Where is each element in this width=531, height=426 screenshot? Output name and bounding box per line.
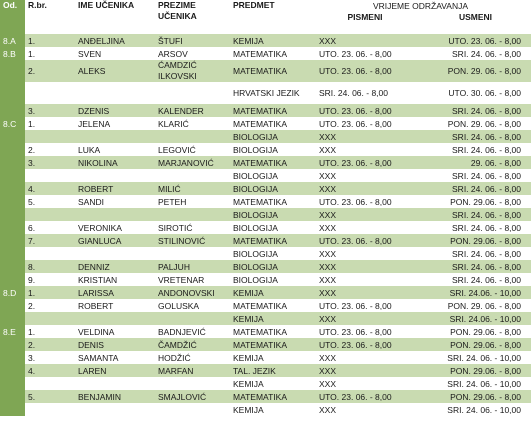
cell-usmeni: PON. 29.06. - 8,00 [420, 364, 531, 377]
cell-pismeni: XXX [310, 403, 420, 416]
cell-pismeni: UTO. 23. 06. - 8,00 [310, 195, 420, 208]
cell-pismeni: XXX [310, 182, 420, 195]
cell-od [0, 312, 25, 325]
header-od: Od. [0, 0, 25, 34]
table-row [0, 234, 531, 247]
cell-od [0, 403, 25, 416]
cell-rbr [25, 247, 65, 260]
cell-rbr: 2. [25, 338, 65, 351]
cell-pismeni: UTO. 23. 06. - 8,00 [310, 104, 420, 117]
table-row [0, 260, 531, 273]
cell-usmeni: PON. 29.06. - 8,00 [420, 390, 531, 403]
header-ime: IME UČENIKA [65, 0, 155, 34]
cell-od [0, 273, 25, 286]
cell-usmeni: SRI. 24.06. - 10,00 [420, 286, 531, 299]
cell-od [0, 60, 25, 82]
table-row [0, 143, 531, 156]
cell-predmet: MATEMATIKA [230, 156, 310, 169]
cell-od [0, 364, 25, 377]
table-row [0, 60, 531, 82]
table-row [0, 377, 531, 390]
cell-rbr: 3. [25, 351, 65, 364]
cell-od [0, 82, 25, 104]
table-row [0, 247, 531, 260]
cell-usmeni: SRI. 24. 06. - 10,00 [420, 377, 531, 390]
cell-usmeni: PON. 29. 06. - 8,00 [420, 117, 531, 130]
cell-od [0, 377, 25, 390]
cell-predmet: BIOLOGIJA [230, 143, 310, 156]
cell-pismeni: XXX [310, 377, 420, 390]
cell-ime: VELDINA [65, 325, 155, 338]
cell-od [0, 130, 25, 143]
cell-pismeni: XXX [310, 351, 420, 364]
cell-od [0, 247, 25, 260]
cell-rbr: 1. [25, 117, 65, 130]
cell-od: 8.D [0, 286, 25, 299]
cell-rbr: 3. [25, 104, 65, 117]
cell-usmeni: SRI. 24. 06. - 10,00 [420, 351, 531, 364]
cell-usmeni: PON. 29. 06. - 8,00 [420, 60, 531, 82]
cell-rbr: 9. [25, 273, 65, 286]
cell-ime: BENJAMIN [65, 390, 155, 403]
cell-rbr: 2. [25, 299, 65, 312]
cell-od [0, 299, 25, 312]
cell-predmet: MATEMATIKA [230, 299, 310, 312]
cell-prezime: STILINOVIĆ [155, 234, 230, 247]
cell-prezime: ČAMDŽIĆ [155, 338, 230, 351]
cell-usmeni: SRI. 24. 06. - 8,00 [420, 182, 531, 195]
cell-prezime: LEGOVIĆ [155, 143, 230, 156]
cell-pismeni: XXX [310, 143, 420, 156]
cell-usmeni: SRI. 24. 06. - 8,00 [420, 247, 531, 260]
cell-od: 8.B [0, 47, 25, 60]
cell-ime [65, 377, 155, 390]
cell-ime: DENNIZ [65, 260, 155, 273]
cell-usmeni: SRI. 24. 06. - 8,00 [420, 169, 531, 182]
cell-usmeni: SRI. 24. 06. - 8,00 [420, 130, 531, 143]
cell-pismeni: UTO. 23. 06. - 8,00 [310, 338, 420, 351]
table-row [0, 312, 531, 325]
cell-usmeni: PON. 29.06. - 8,00 [420, 195, 531, 208]
cell-od [0, 104, 25, 117]
cell-ime: LAREN [65, 364, 155, 377]
cell-predmet: MATEMATIKA [230, 195, 310, 208]
cell-rbr: 1. [25, 325, 65, 338]
cell-rbr: 6. [25, 221, 65, 234]
header-vrijeme: VRIJEME ODRŽAVANJA [310, 0, 531, 12]
cell-rbr: 4. [25, 364, 65, 377]
cell-ime: ANĐELJINA [65, 34, 155, 47]
cell-usmeni: PON. 29.06. - 8,00 [420, 325, 531, 338]
header-usmeni: USMENI [420, 12, 531, 34]
table-row [0, 403, 531, 416]
cell-ime [65, 130, 155, 143]
cell-od [0, 182, 25, 195]
cell-pismeni: UTO. 23. 06. - 8,00 [310, 234, 420, 247]
cell-prezime: MARJANOVIĆ [155, 156, 230, 169]
table-row [0, 364, 531, 377]
cell-rbr: 1. [25, 286, 65, 299]
cell-prezime: BADNJEVIĆ [155, 325, 230, 338]
cell-usmeni: PON. 29.06. - 8,00 [420, 338, 531, 351]
table-row [0, 117, 531, 130]
cell-ime: ROBERT [65, 182, 155, 195]
cell-od [0, 234, 25, 247]
cell-predmet: BIOLOGIJA [230, 221, 310, 234]
cell-od [0, 390, 25, 403]
cell-rbr: 7. [25, 234, 65, 247]
header-pismeni: PISMENI [310, 12, 420, 34]
cell-ime: SVEN [65, 47, 155, 60]
cell-prezime: ĆAMDZIĆ ILKOVSKI [155, 60, 230, 82]
cell-usmeni: UTO. 30. 06. - 8,00 [420, 82, 531, 104]
cell-ime: DENIS [65, 338, 155, 351]
cell-pismeni: XXX [310, 312, 420, 325]
cell-usmeni: SRI. 24. 06. - 8,00 [420, 273, 531, 286]
cell-predmet: BIOLOGIJA [230, 169, 310, 182]
cell-ime: SANDI [65, 195, 155, 208]
cell-rbr: 2. [25, 143, 65, 156]
cell-od [0, 338, 25, 351]
cell-prezime [155, 82, 230, 104]
cell-predmet: BIOLOGIJA [230, 273, 310, 286]
cell-predmet: TAL. JEZIK [230, 364, 310, 377]
cell-pismeni: XXX [310, 208, 420, 221]
cell-pismeni: XXX [310, 273, 420, 286]
table-row [0, 156, 531, 169]
cell-prezime: ARSOV [155, 47, 230, 60]
cell-pismeni: UTO. 23. 06. - 8,00 [310, 390, 420, 403]
cell-ime: LARISSA [65, 286, 155, 299]
cell-ime: VERONIKA [65, 221, 155, 234]
cell-usmeni: SRI. 24. 06. - 8,00 [420, 260, 531, 273]
cell-usmeni: PON. 29. 06. - 8,00 [420, 299, 531, 312]
cell-ime: ALEKS [65, 60, 155, 82]
cell-rbr: 5. [25, 195, 65, 208]
cell-usmeni: UTO. 23. 06. - 8,00 [420, 34, 531, 47]
cell-ime: KRISTIAN [65, 273, 155, 286]
cell-prezime: GOLUSKA [155, 299, 230, 312]
cell-predmet: MATEMATIKA [230, 60, 310, 82]
cell-od: 8.A [0, 34, 25, 47]
cell-prezime: HODŽIĆ [155, 351, 230, 364]
table-row [0, 182, 531, 195]
cell-predmet: BIOLOGIJA [230, 130, 310, 143]
cell-pismeni: UTO. 23. 06. - 8,00 [310, 299, 420, 312]
cell-predmet: KEMIJA [230, 312, 310, 325]
cell-od [0, 169, 25, 182]
cell-predmet: MATEMATIKA [230, 234, 310, 247]
cell-ime [65, 82, 155, 104]
cell-predmet: MATEMATIKA [230, 117, 310, 130]
cell-pismeni: XXX [310, 364, 420, 377]
cell-usmeni: 29. 06. - 8,00 [420, 156, 531, 169]
cell-usmeni: SRI. 24. 06. - 8,00 [420, 221, 531, 234]
cell-rbr [25, 377, 65, 390]
header-rbr: R.br. [25, 0, 65, 34]
cell-rbr: 2. [25, 60, 65, 82]
table-row [0, 208, 531, 221]
cell-pismeni: XXX [310, 130, 420, 143]
table-row [0, 351, 531, 364]
cell-od [0, 221, 25, 234]
cell-prezime [155, 169, 230, 182]
table-row [0, 47, 531, 60]
cell-rbr [25, 208, 65, 221]
cell-ime: JELENA [65, 117, 155, 130]
cell-rbr: 3. [25, 156, 65, 169]
cell-pismeni: UTO. 23. 06. - 8,00 [310, 156, 420, 169]
cell-usmeni: SRI. 24. 06. - 8,00 [420, 47, 531, 60]
table-row [0, 130, 531, 143]
cell-predmet: MATEMATIKA [230, 338, 310, 351]
cell-predmet: MATEMATIKA [230, 104, 310, 117]
cell-ime: GIANLUCA [65, 234, 155, 247]
cell-pismeni: XXX [310, 260, 420, 273]
table-row [0, 104, 531, 117]
cell-rbr [25, 82, 65, 104]
cell-pismeni: XXX [310, 221, 420, 234]
cell-usmeni: SRI. 24. 06. - 10,00 [420, 403, 531, 416]
cell-prezime: VRETENAR [155, 273, 230, 286]
cell-rbr: 4. [25, 182, 65, 195]
cell-od [0, 143, 25, 156]
cell-prezime: KALENDER [155, 104, 230, 117]
table-row [0, 325, 531, 338]
cell-pismeni: XXX [310, 247, 420, 260]
cell-prezime [155, 208, 230, 221]
cell-rbr [25, 169, 65, 182]
table-row [0, 34, 531, 47]
cell-rbr [25, 130, 65, 143]
cell-pismeni: XXX [310, 34, 420, 47]
cell-predmet: BIOLOGIJA [230, 182, 310, 195]
cell-predmet: KEMIJA [230, 34, 310, 47]
cell-predmet: KEMIJA [230, 286, 310, 299]
cell-predmet: BIOLOGIJA [230, 208, 310, 221]
cell-prezime [155, 312, 230, 325]
cell-pismeni: SRI. 24. 06. - 8,00 [310, 82, 420, 104]
cell-predmet: HRVATSKI JEZIK [230, 82, 310, 104]
cell-usmeni: SRI. 24.06. - 10,00 [420, 312, 531, 325]
cell-predmet: KEMIJA [230, 351, 310, 364]
cell-rbr: 1. [25, 47, 65, 60]
table-row [0, 82, 531, 104]
cell-rbr [25, 312, 65, 325]
cell-od [0, 351, 25, 364]
cell-usmeni: SRI. 24. 06. - 8,00 [420, 104, 531, 117]
cell-od [0, 260, 25, 273]
table-row [0, 299, 531, 312]
cell-prezime: PALJUH [155, 260, 230, 273]
cell-ime [65, 403, 155, 416]
cell-rbr: 1. [25, 34, 65, 47]
table-row [0, 221, 531, 234]
cell-ime: SAMANTA [65, 351, 155, 364]
cell-prezime: MILIĆ [155, 182, 230, 195]
table-row [0, 286, 531, 299]
cell-od [0, 195, 25, 208]
cell-predmet: MATEMATIKA [230, 325, 310, 338]
cell-od: 8.C [0, 117, 25, 130]
cell-rbr [25, 403, 65, 416]
cell-ime: NIKOLINA [65, 156, 155, 169]
cell-od: 8.E [0, 325, 25, 338]
cell-prezime [155, 403, 230, 416]
cell-usmeni: PON. 29.06. - 8,00 [420, 234, 531, 247]
cell-prezime: ANDONOVSKI [155, 286, 230, 299]
cell-ime [65, 169, 155, 182]
table-row [0, 338, 531, 351]
cell-rbr: 5. [25, 390, 65, 403]
cell-predmet: BIOLOGIJA [230, 247, 310, 260]
cell-ime [65, 312, 155, 325]
table-row [0, 195, 531, 208]
cell-rbr: 8. [25, 260, 65, 273]
cell-ime [65, 247, 155, 260]
cell-pismeni: UTO. 23. 06. - 8,00 [310, 60, 420, 82]
cell-usmeni: SRI. 24. 06. - 8,00 [420, 208, 531, 221]
cell-pismeni: UTO. 23. 06. - 8,00 [310, 325, 420, 338]
cell-prezime [155, 377, 230, 390]
cell-prezime: SMAJLOVIĆ [155, 390, 230, 403]
cell-predmet: MATEMATIKA [230, 390, 310, 403]
cell-pismeni: XXX [310, 286, 420, 299]
cell-predmet: KEMIJA [230, 377, 310, 390]
cell-predmet: BIOLOGIJA [230, 260, 310, 273]
cell-prezime: SIROTIĆ [155, 221, 230, 234]
cell-pismeni: XXX [310, 169, 420, 182]
cell-ime [65, 208, 155, 221]
cell-prezime [155, 247, 230, 260]
cell-ime: ROBERT [65, 299, 155, 312]
table-row [0, 273, 531, 286]
cell-predmet: KEMIJA [230, 403, 310, 416]
cell-predmet: MATEMATIKA [230, 47, 310, 60]
table-row [0, 390, 531, 403]
cell-prezime: KLARIĆ [155, 117, 230, 130]
cell-usmeni: SRI. 24. 06. - 8,00 [420, 143, 531, 156]
table-row [0, 169, 531, 182]
cell-ime: DZENIS [65, 104, 155, 117]
cell-prezime: PETEH [155, 195, 230, 208]
cell-pismeni: UTO. 23. 06. - 8,00 [310, 117, 420, 130]
header-prezime: PREZIME UČENIKA [155, 0, 230, 34]
cell-prezime: ŠTUFI [155, 34, 230, 47]
schedule-rows [0, 34, 531, 416]
cell-prezime [155, 130, 230, 143]
cell-ime: LUKA [65, 143, 155, 156]
cell-prezime: MARFAN [155, 364, 230, 377]
cell-od [0, 208, 25, 221]
header-predmet: PREDMET [230, 0, 310, 34]
cell-pismeni: UTO. 23. 06. - 8,00 [310, 47, 420, 60]
cell-od [0, 156, 25, 169]
